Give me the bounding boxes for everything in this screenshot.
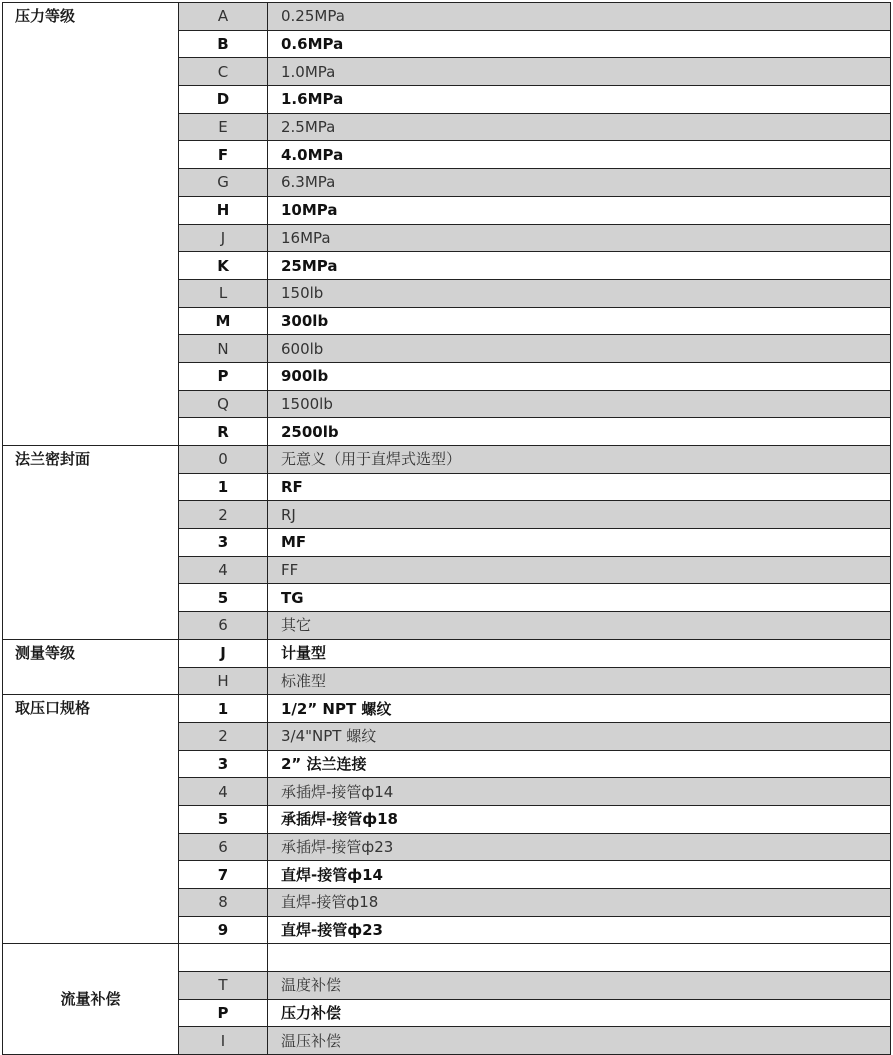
spec-table (2, 2, 891, 1055)
desc-cell: 10MPa (268, 196, 891, 224)
desc-cell: 900lb (268, 362, 891, 390)
desc-cell: 无意义（用于直焊式选型） (268, 446, 891, 474)
group-label-flange-face: 法兰密封面 (3, 446, 179, 640)
code-cell: D (179, 86, 268, 114)
code-cell: 3 (179, 750, 268, 778)
desc-cell: RJ (268, 501, 891, 529)
table-row (3, 944, 891, 972)
desc-cell: FF (268, 556, 891, 584)
code-cell: 0 (179, 446, 268, 474)
table-row (3, 639, 891, 667)
desc-cell: 16MPa (268, 224, 891, 252)
code-cell: A (179, 3, 268, 31)
code-cell: 3 (179, 529, 268, 557)
code-cell: 4 (179, 778, 268, 806)
code-cell: N (179, 335, 268, 363)
desc-cell: 25MPa (268, 252, 891, 280)
desc-cell: 0.6MPa (268, 30, 891, 58)
desc-cell: 计量型 (268, 639, 891, 667)
code-cell: T (179, 972, 268, 1000)
desc-cell: RF (268, 473, 891, 501)
desc-cell: MF (268, 529, 891, 557)
desc-cell: 4.0MPa (268, 141, 891, 169)
desc-cell: 直焊-接管ф14 (268, 861, 891, 889)
code-cell: Q (179, 390, 268, 418)
desc-cell: 温度补偿 (268, 972, 891, 1000)
desc-cell: 温压补偿 (268, 1027, 891, 1055)
desc-cell: 1/2” NPT 螺纹 (268, 695, 891, 723)
code-cell: 5 (179, 805, 268, 833)
desc-cell: 1.6MPa (268, 86, 891, 114)
code-cell: J (179, 224, 268, 252)
code-cell: R (179, 418, 268, 446)
desc-cell: 2500lb (268, 418, 891, 446)
desc-cell: 3/4"NPT 螺纹 (268, 722, 891, 750)
group-label-pressure-rating: 压力等级 (3, 3, 179, 446)
code-cell: L (179, 279, 268, 307)
code-cell: 9 (179, 916, 268, 944)
table-row (3, 446, 891, 474)
desc-cell: 6.3MPa (268, 169, 891, 197)
desc-cell: 600lb (268, 335, 891, 363)
desc-cell: 直焊-接管ф23 (268, 916, 891, 944)
code-cell: 7 (179, 861, 268, 889)
code-cell: H (179, 196, 268, 224)
code-cell: C (179, 58, 268, 86)
code-cell: 6 (179, 833, 268, 861)
code-cell (179, 944, 268, 972)
table-row (3, 3, 891, 31)
code-cell: K (179, 252, 268, 280)
desc-cell: TG (268, 584, 891, 612)
desc-cell: 0.25MPa (268, 3, 891, 31)
desc-cell: 承插焊-接管ф18 (268, 805, 891, 833)
group-label-flow-compensation: 流量补偿 (3, 944, 179, 1055)
desc-cell: 标准型 (268, 667, 891, 695)
desc-cell: 2.5MPa (268, 113, 891, 141)
desc-cell: 2” 法兰连接 (268, 750, 891, 778)
code-cell: E (179, 113, 268, 141)
code-cell: 6 (179, 612, 268, 640)
code-cell: 1 (179, 473, 268, 501)
desc-cell: 150lb (268, 279, 891, 307)
code-cell: P (179, 999, 268, 1027)
code-cell: F (179, 141, 268, 169)
desc-cell: 压力补偿 (268, 999, 891, 1027)
code-cell: 2 (179, 501, 268, 529)
desc-cell: 承插焊-接管ф23 (268, 833, 891, 861)
code-cell: 4 (179, 556, 268, 584)
code-cell: B (179, 30, 268, 58)
code-cell: G (179, 169, 268, 197)
code-cell: J (179, 639, 268, 667)
code-cell: I (179, 1027, 268, 1055)
code-cell: H (179, 667, 268, 695)
desc-cell (268, 944, 891, 972)
code-cell: M (179, 307, 268, 335)
desc-cell: 1500lb (268, 390, 891, 418)
code-cell: 1 (179, 695, 268, 723)
desc-cell: 1.0MPa (268, 58, 891, 86)
code-cell: 2 (179, 722, 268, 750)
table-row (3, 695, 891, 723)
code-cell: 8 (179, 889, 268, 917)
desc-cell: 直焊-接管ф18 (268, 889, 891, 917)
group-label-pressure-tap-spec: 取压口规格 (3, 695, 179, 944)
code-cell: 5 (179, 584, 268, 612)
desc-cell: 其它 (268, 612, 891, 640)
code-cell: P (179, 362, 268, 390)
desc-cell: 300lb (268, 307, 891, 335)
desc-cell: 承插焊-接管ф14 (268, 778, 891, 806)
group-label-measurement-grade: 测量等级 (3, 639, 179, 694)
